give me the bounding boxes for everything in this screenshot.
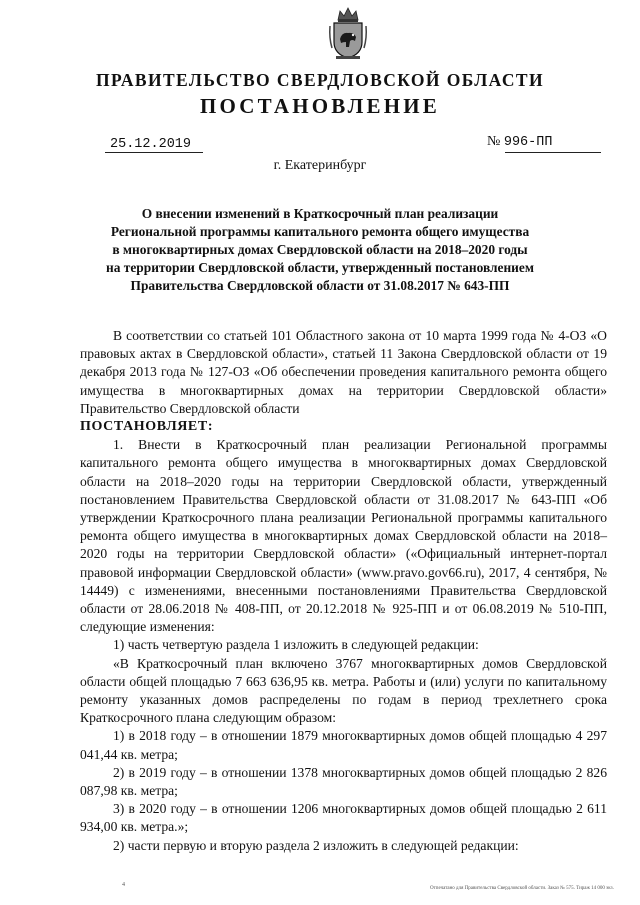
document-date (110, 134, 192, 152)
decree-word: ПОСТАНОВЛЯЕТ: (80, 419, 214, 435)
subject-line: О внесении изменений в Краткосрочный план реализации (141, 206, 499, 221)
sverdlovsk-coat-of-arms-icon (328, 6, 368, 60)
year-2019-paragraph: 2) в 2019 году – в отношении 1378 многоквартирных домов общей площадью 2 826 087,98 кв. метра; (80, 764, 607, 799)
subitem-2-paragraph: 2) части первую и вторую раздела 2 изложить в следующей редакции: (113, 837, 519, 853)
document-number (487, 134, 552, 150)
document-type: ПОСТАНОВЛЕНИЕ (199, 94, 441, 118)
item-1-paragraph: 1. Внести в Краткосрочный план реализации Региональной программы капитального ремонта общего имущества в многоквартирных домах Свердловской области на 2018–2020 годы на территории Свердловской области, утвержденный постановлением Правительства Свердловской области от 31.08.2017 № 643-ПП «Об утверждении Краткосрочного плана реализации Региональной программы капитального ремонта общего имущества в многоквартирных домах Свердловской области на 2018–2020 годы на территории Свердловской области» («Официальный интернет-портал правовой информации Свердловской области» (www.pravo.gov66.ru), 2017, 4 сентября, № 14449) с изменениями, внесенными постановлениями Правительства Свердловской области от 28.06.2018 № 408-ПП, от 20.12.2018 № 925-ПП и от 06.08.2019 № 510-ПП, следующие изменения: (80, 437, 607, 635)
subitem-1-paragraph: 1) часть четвертую раздела 1 изложить в следующей редакции: (113, 637, 479, 653)
print-note: Отпечатано для Правительства Свердловской области. Заказ № 575. Тираж 14 000 экз. (430, 886, 614, 891)
subject-line: Правительства Свердловской области от 31.08.2017 № 643-ПП (130, 278, 510, 293)
date-underline (105, 152, 203, 153)
government-title: ПРАВИТЕЛЬСТВО СВЕРДЛОВСКОЙ ОБЛАСТИ (96, 70, 544, 90)
quoted-paragraph: «В Краткосрочный план включено 3767 многоквартирных домов Свердловской области общей площадью 7 663 636,95 кв. метра. Работы и (или) услуги по капитальному ремонту указанных домов распределены по годам в период трехлетнего срока Краткосрочного плана следующим образом: (80, 655, 607, 726)
subject-line: в многоквартирных домах Свердловской области на 2018–2020 годы (112, 242, 528, 257)
preamble-paragraph: В соответствии со статьей 101 Областного закона от 10 марта 1999 года № 4-ОЗ «О правовых актах в Свердловской области», статьей 11 Закона Свердловской области от 19 декабря 2013 года № 127-ОЗ «Об обеспечении проведения капитального ремонта общего имущества в многоквартирных домах на территории Свердловской области» Правительство Свердловской области (80, 328, 607, 416)
year-2020-paragraph: 3) в 2020 году – в отношении 1206 многоквартирных домов общей площадью 2 611 934,00 кв. метра.»; (80, 801, 607, 835)
subject-line: на территории Свердловской области, утвержденный постановлением (106, 260, 534, 275)
page-mark: 4 (122, 882, 125, 888)
year-2018-paragraph: 1) в 2018 году – в отношении 1879 многоквартирных домов общей площадью 4 297 041,44 кв. метра; (80, 728, 607, 762)
number-underline (505, 152, 601, 153)
document-body (80, 327, 607, 855)
subject-line: Региональной программы капитального ремонта общего имущества (110, 224, 530, 239)
document-subject (80, 205, 560, 295)
city: г. Екатеринбург (273, 158, 367, 173)
number-prefix: № (487, 134, 501, 149)
number-value: 996-ПП (503, 135, 553, 150)
date-value: 25.12.2019 (110, 137, 192, 152)
